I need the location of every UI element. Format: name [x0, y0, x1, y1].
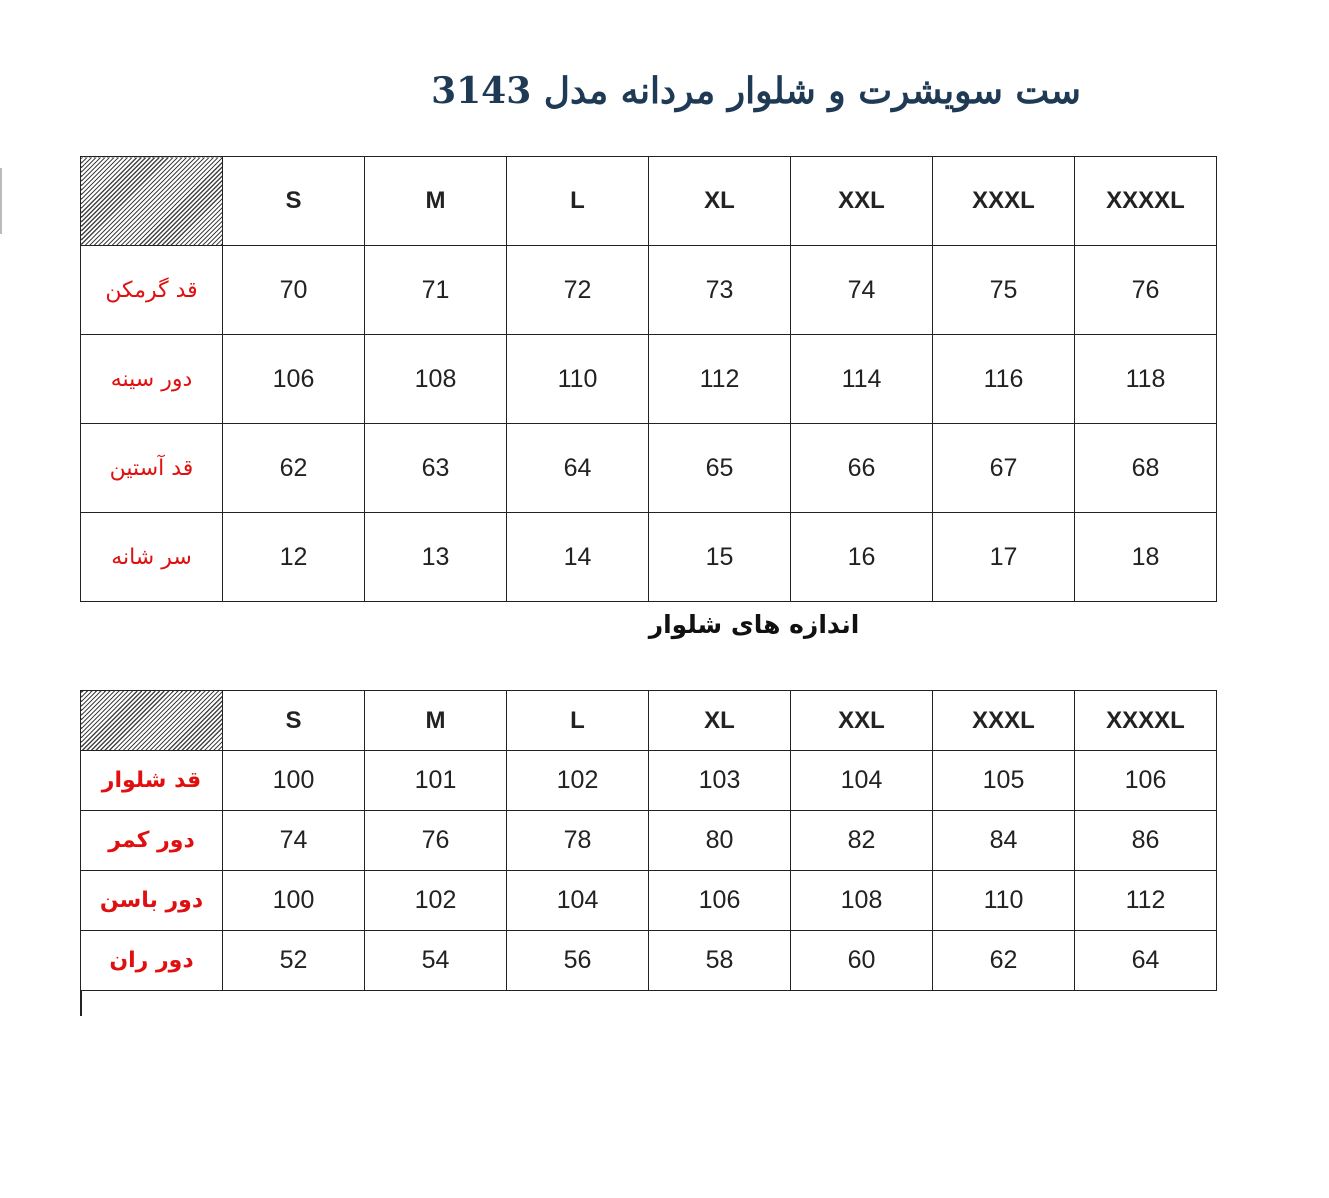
table-header-row — [81, 157, 1217, 246]
table-cell: 54 — [365, 931, 507, 991]
table-cell: 62 — [933, 931, 1075, 991]
table-cell: 72 — [507, 246, 649, 335]
table-cell: 100 — [223, 871, 365, 931]
pants-section-title: اندازه های شلوار — [648, 610, 860, 639]
table-cell: 70 — [223, 246, 365, 335]
table-cell: 118 — [1075, 335, 1217, 424]
row-label: قد گرمکن — [81, 246, 223, 335]
table-cell: 106 — [1075, 751, 1217, 811]
table-cell: 112 — [649, 335, 791, 424]
size-header-s: S — [223, 157, 365, 246]
table-cell: 106 — [649, 871, 791, 931]
table-cell: 60 — [791, 931, 933, 991]
table-row — [81, 424, 1217, 513]
pants-size-table — [80, 690, 1217, 991]
size-header-s: S — [223, 691, 365, 751]
table-cell: 101 — [365, 751, 507, 811]
table-row — [81, 335, 1217, 424]
table-cell: 112 — [1075, 871, 1217, 931]
size-header-xl: XL — [649, 157, 791, 246]
size-header-m: M — [365, 691, 507, 751]
row-label: سر شانه — [81, 513, 223, 602]
table-cell: 75 — [933, 246, 1075, 335]
hatched-corner-cell — [81, 691, 223, 751]
table-row — [81, 246, 1217, 335]
size-header-l: L — [507, 691, 649, 751]
table-cell: 80 — [649, 811, 791, 871]
table-cell: 114 — [791, 335, 933, 424]
table-row — [81, 871, 1217, 931]
table-cell: 58 — [649, 931, 791, 991]
size-header-l: L — [507, 157, 649, 246]
size-header-xxxxl: XXXXL — [1075, 691, 1217, 751]
table-cell: 84 — [933, 811, 1075, 871]
table-cell: 74 — [791, 246, 933, 335]
hatched-corner-cell — [81, 157, 223, 246]
table-header-row — [81, 691, 1217, 751]
table-cell: 56 — [507, 931, 649, 991]
table-cell: 86 — [1075, 811, 1217, 871]
table-row — [81, 751, 1217, 811]
table-cell: 66 — [791, 424, 933, 513]
table-cell: 65 — [649, 424, 791, 513]
size-header-xxxl: XXXL — [933, 157, 1075, 246]
table-cell: 100 — [223, 751, 365, 811]
size-header-xxl: XXL — [791, 157, 933, 246]
table-cell: 68 — [1075, 424, 1217, 513]
table-cell: 110 — [507, 335, 649, 424]
table-cell: 13 — [365, 513, 507, 602]
row-label: قد آستین — [81, 424, 223, 513]
size-header-xxl: XXL — [791, 691, 933, 751]
page-title: ست سویشرت و شلوار مردانه مدل 3143 — [431, 70, 1081, 112]
table-cell: 103 — [649, 751, 791, 811]
table-cell: 67 — [933, 424, 1075, 513]
table-cell: 116 — [933, 335, 1075, 424]
row-label: دور باسن — [81, 871, 223, 931]
table-cell: 105 — [933, 751, 1075, 811]
row-label: قد شلوار — [81, 751, 223, 811]
table-cell: 106 — [223, 335, 365, 424]
table-cell: 76 — [365, 811, 507, 871]
table-cell: 15 — [649, 513, 791, 602]
page-edge-mark — [0, 168, 2, 234]
table-cell: 102 — [365, 871, 507, 931]
table-cell: 74 — [223, 811, 365, 871]
table-cell: 78 — [507, 811, 649, 871]
row-label: دور ران — [81, 931, 223, 991]
table-row — [81, 811, 1217, 871]
table-cell: 63 — [365, 424, 507, 513]
table-cell: 14 — [507, 513, 649, 602]
table-cell: 52 — [223, 931, 365, 991]
size-header-xl: XL — [649, 691, 791, 751]
table-cell: 62 — [223, 424, 365, 513]
table-cell: 18 — [1075, 513, 1217, 602]
table-cell: 108 — [365, 335, 507, 424]
table-cell: 102 — [507, 751, 649, 811]
size-header-m: M — [365, 157, 507, 246]
table-cell: 64 — [507, 424, 649, 513]
size-header-xxxl: XXXL — [933, 691, 1075, 751]
table-cell: 110 — [933, 871, 1075, 931]
table-cell: 12 — [223, 513, 365, 602]
table-cell: 108 — [791, 871, 933, 931]
table-cell: 16 — [791, 513, 933, 602]
table-cell: 71 — [365, 246, 507, 335]
hoodie-size-table — [80, 156, 1217, 602]
table-cell: 73 — [649, 246, 791, 335]
row-label: دور سینه — [81, 335, 223, 424]
table-cell: 82 — [791, 811, 933, 871]
table-cell: 17 — [933, 513, 1075, 602]
table-cell: 64 — [1075, 931, 1217, 991]
table-row — [81, 931, 1217, 991]
text-cursor — [80, 990, 82, 1016]
table-row — [81, 513, 1217, 602]
table-cell: 104 — [507, 871, 649, 931]
table-cell: 76 — [1075, 246, 1217, 335]
row-label: دور کمر — [81, 811, 223, 871]
size-header-xxxxl: XXXXL — [1075, 157, 1217, 246]
table-cell: 104 — [791, 751, 933, 811]
